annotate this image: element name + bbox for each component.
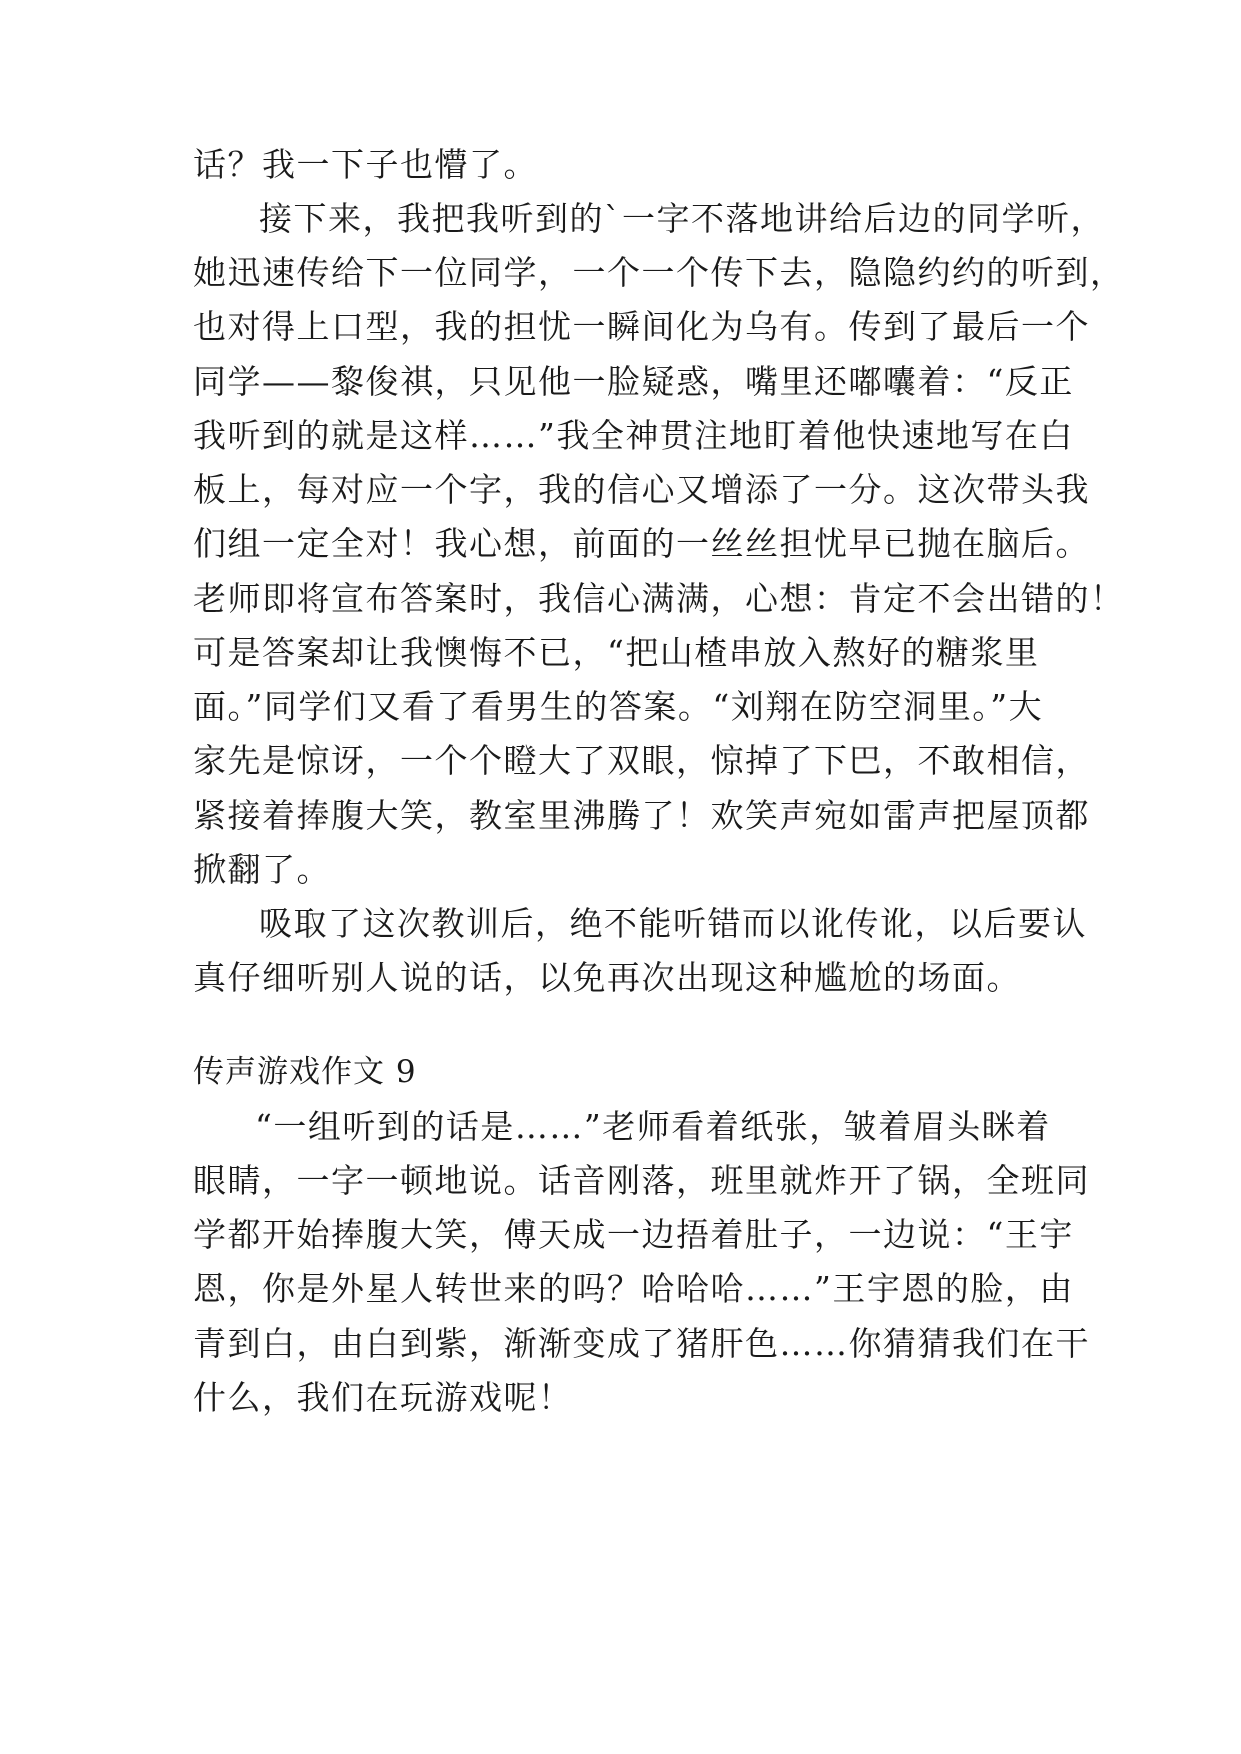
text-line: 真仔细听别人说的话，以免再次出现这种尴尬的场面。	[193, 958, 1021, 997]
text-line: 青到白，由白到紫，渐渐变成了猪肝色……你猜猜我们在干	[193, 1324, 1090, 1363]
text-line: 我听到的就是这样……”我全神贯注地盯着他快速地写在白	[193, 416, 1074, 455]
text-line: 也对得上口型，我的担忧一瞬间化为乌有。传到了最后一个	[193, 307, 1090, 346]
text-line: 眼睛，一字一顿地说。话音刚落，班里就炸开了锅，全班同	[193, 1161, 1090, 1200]
text-line: 恩，你是外星人转世来的吗？哈哈哈……”王宇恩的脸，由	[193, 1269, 1074, 1308]
text-line: 同学——黎俊祺，只见他一脸疑惑，嘴里还嘟囔着：“反正	[193, 362, 1074, 401]
text-line: 可是答案却让我懊悔不已，“把山楂串放入熬好的糖浆里	[193, 633, 1040, 672]
text-line: 老师即将宣布答案时，我信心满满，心想：肯定不会出错的！	[193, 579, 1125, 618]
text-line: 面。”同学们又看了看男生的答案。“刘翔在防空洞里。”大	[193, 687, 1044, 726]
text-line: 吸取了这次教训后，绝不能听错而以讹传讹，以后要认	[259, 904, 1087, 943]
text-line: 话？我一下子也懵了。	[193, 145, 538, 184]
text-line: 她迅速传给下一位同学，一个一个传下去，隐隐约约的听到，	[193, 253, 1125, 292]
text-line: 紧接着捧腹大笑，教室里沸腾了！欢笑声宛如雷声把屋顶都	[193, 796, 1090, 835]
text-line: 掀翻了。	[193, 850, 331, 889]
text-line: 家先是惊讶，一个个瞪大了双眼，惊掉了下巴，不敢相信，	[193, 741, 1090, 780]
text-line: 板上，每对应一个字，我的信心又增添了一分。这次带头我	[193, 470, 1090, 509]
section-heading: 传声游戏作文 9	[193, 1054, 417, 1090]
text-line: 学都开始捧腹大笑，傅天成一边捂着肚子，一边说：“王宇	[193, 1215, 1074, 1254]
text-line: 接下来，我把我听到的`一字不落地讲给后边的同学听，	[259, 199, 1105, 238]
text-line: “一组听到的话是……”老师看着纸张，皱着眉头眯着	[255, 1107, 1051, 1146]
text-line: 什么，我们在玩游戏呢！	[193, 1378, 573, 1417]
text-line: 们组一定全对！我心想，前面的一丝丝担忧早已抛在脑后。	[193, 524, 1090, 563]
